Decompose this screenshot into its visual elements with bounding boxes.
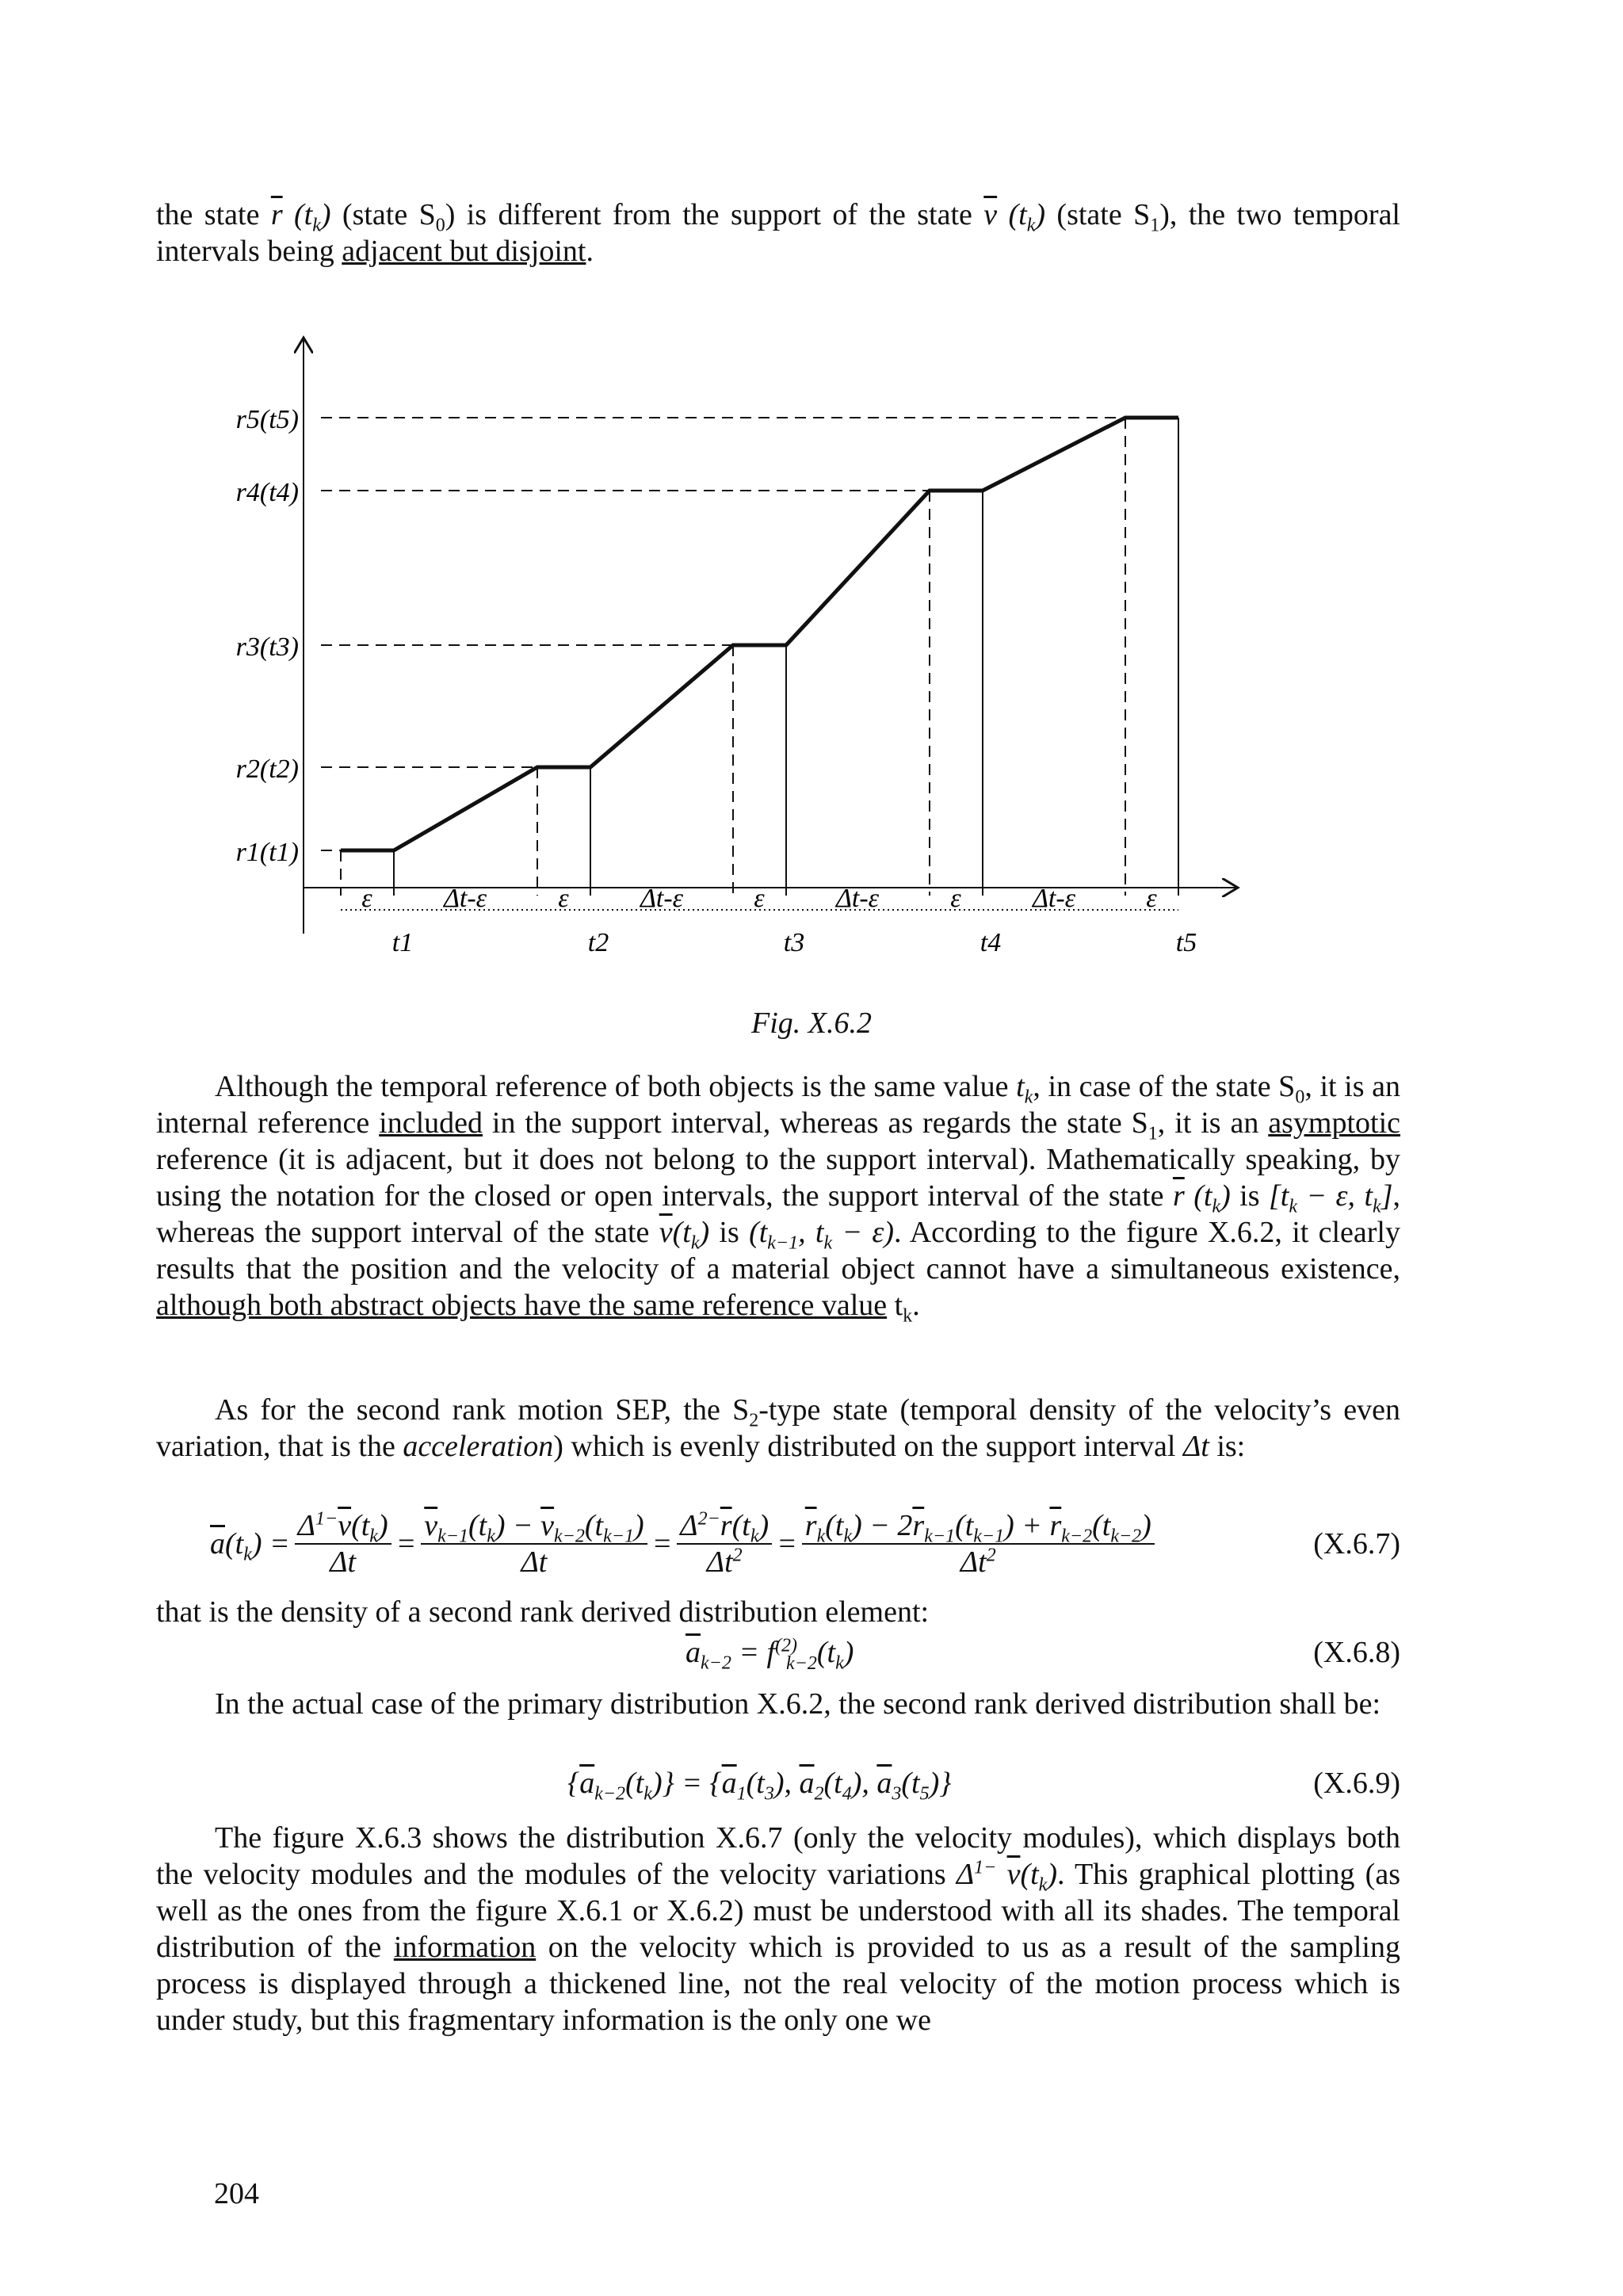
x-label-t2: t2 (587, 928, 609, 957)
figure-x-6-2 (222, 333, 1268, 983)
y-axis-labels (236, 405, 299, 867)
underlined-phrase: adjacent but disjoint (342, 235, 586, 268)
horizontal-guides (321, 418, 1125, 850)
y-label-r2: r2(t2) (235, 755, 299, 784)
dteps-4: Δt-ε (1032, 884, 1076, 913)
vertical-solid (394, 418, 1178, 896)
y-label-r3: r3(t3) (235, 632, 299, 662)
equation-x-6-9: $\{\overline{a}_{k-2}(t_k)\} = \{\overline{a}_1(t_3)$, $\overline{a}_2(t_4)$, $\overline{a}_3(t_5)$} (X.6.9) (567, 1767, 1400, 1805)
eq-number-7: (X.6.7) (1313, 1527, 1400, 1561)
x-label-t4: t4 (980, 928, 1002, 957)
paragraph-actual-case: In the actual case of the primary distribution X.6.2, the second rank derived distribution shall be: (215, 1687, 1381, 1721)
equation-x-6-7: $\overline{a}(t_k)$ = $\frac{\Delta^{1-}\overline{v}(t_k)}{\Delta t}$ = $\frac{\overline{v}_{k-1}(t_k) - \overline{v}_{k-2}(t_{k-1})}{\Delta t}$ = $\frac{\Delta^{2-}\overline{r}(t_k)}{\Delta t^2}$ = $\frac{\overline{r}_k(t_k) - 2\overline{r}_{k-1}(t_{k-1}) + \overline{r}_{k-2}(t_{k-2})}{\Delta t^2}$ (X.6.7) (210, 1508, 1400, 1579)
page-number: 204 (214, 2177, 259, 2210)
x-label-t1: t1 (391, 928, 414, 957)
dteps-3: Δt-ε (835, 884, 880, 913)
dteps-2: Δt-ε (640, 884, 684, 913)
x-label-t3: t3 (783, 928, 805, 957)
eq-number-8: (X.6.8) (1313, 1636, 1400, 1669)
eps-1: ε (361, 884, 372, 913)
x-axis-labels (392, 928, 1197, 957)
y-label-r4: r4(t4) (235, 478, 299, 507)
equation-x-6-8: $\overline{a}_{k-2} = f^{(2)}_{k-2}(t_k)$ (X.6.8) (685, 1635, 1400, 1674)
paragraph-temporal-reference: Although the temporal reference of both objects is the same value $t_k$, in case of the state $S_0$, it is an internal reference included in the support interval, whereas as regards the state $S_1$, it is an asymptotic reference (it is adjacent, but it does not belong to the support interval). Mathematically speaking, by using the notation for the closed or open intervals, the support interval of the state $\overline{r}$ $(t_k)$ is [$t_k - \varepsilon$, $t_k$], whereas the support interval of the state $\overline{v}(t_k)$ is ($t_{k-1}$, $t_k - \varepsilon$). According to the figure X.6.2, it clearly results that the position and the velocity of a material object cannot have a simultaneous existence, although both abstract objects have the same reference value $t_k$. (156, 1070, 1401, 1327)
figure-caption: Fig. X.6.2 (751, 1007, 872, 1040)
eps-4: ε (950, 884, 961, 913)
vertical-guides (341, 418, 1125, 896)
dteps-1: Δt-ε (443, 884, 487, 913)
interval-labels (361, 884, 1157, 913)
eps-3: ε (754, 884, 765, 913)
paragraph-intro: the state $\overline{r}$ $(t_k)$ (state $S_0$) is different from the support of the state $\overline{v}$ $(t_k)$ (state $S_1$), the two temporal intervals being adjacent but disjoint. (156, 198, 1400, 268)
eps-2: ε (558, 884, 569, 913)
position-curve (341, 418, 1178, 850)
eq-number-9: (X.6.9) (1313, 1767, 1400, 1800)
paragraph-figure-x-6-3: The figure X.6.3 shows the distribution X.6.7 (only the velocity modules), which displays both the velocity modules and the modules of the velocity variations $\Delta^{1-}$ $\overline{v}(t_k)$. This graphical plotting (as well as the ones from the figure X.6.1 or X.6.2) must be understood with all its shades. The temporal distribution of the information on the velocity which is provided to us as a result of the sampling process is displayed through a thickened line, not the real velocity of the motion process which is under study, but this fragmentary information is the only one we (156, 1821, 1400, 2037)
x-label-t5: t5 (1175, 928, 1197, 957)
paragraph-density: that is the density of a second rank derived distribution element: (156, 1595, 930, 1629)
y-label-r1: r1(t1) (235, 838, 299, 867)
eps-5: ε (1146, 884, 1157, 913)
y-label-r5: r5(t5) (235, 405, 299, 434)
paragraph-second-rank: As for the second rank motion SEP, the $S_2$-type state (temporal density of the velocity’s even variation, that is the acceleration) which is evenly distributed on the support interval Δt is: (156, 1393, 1400, 1463)
